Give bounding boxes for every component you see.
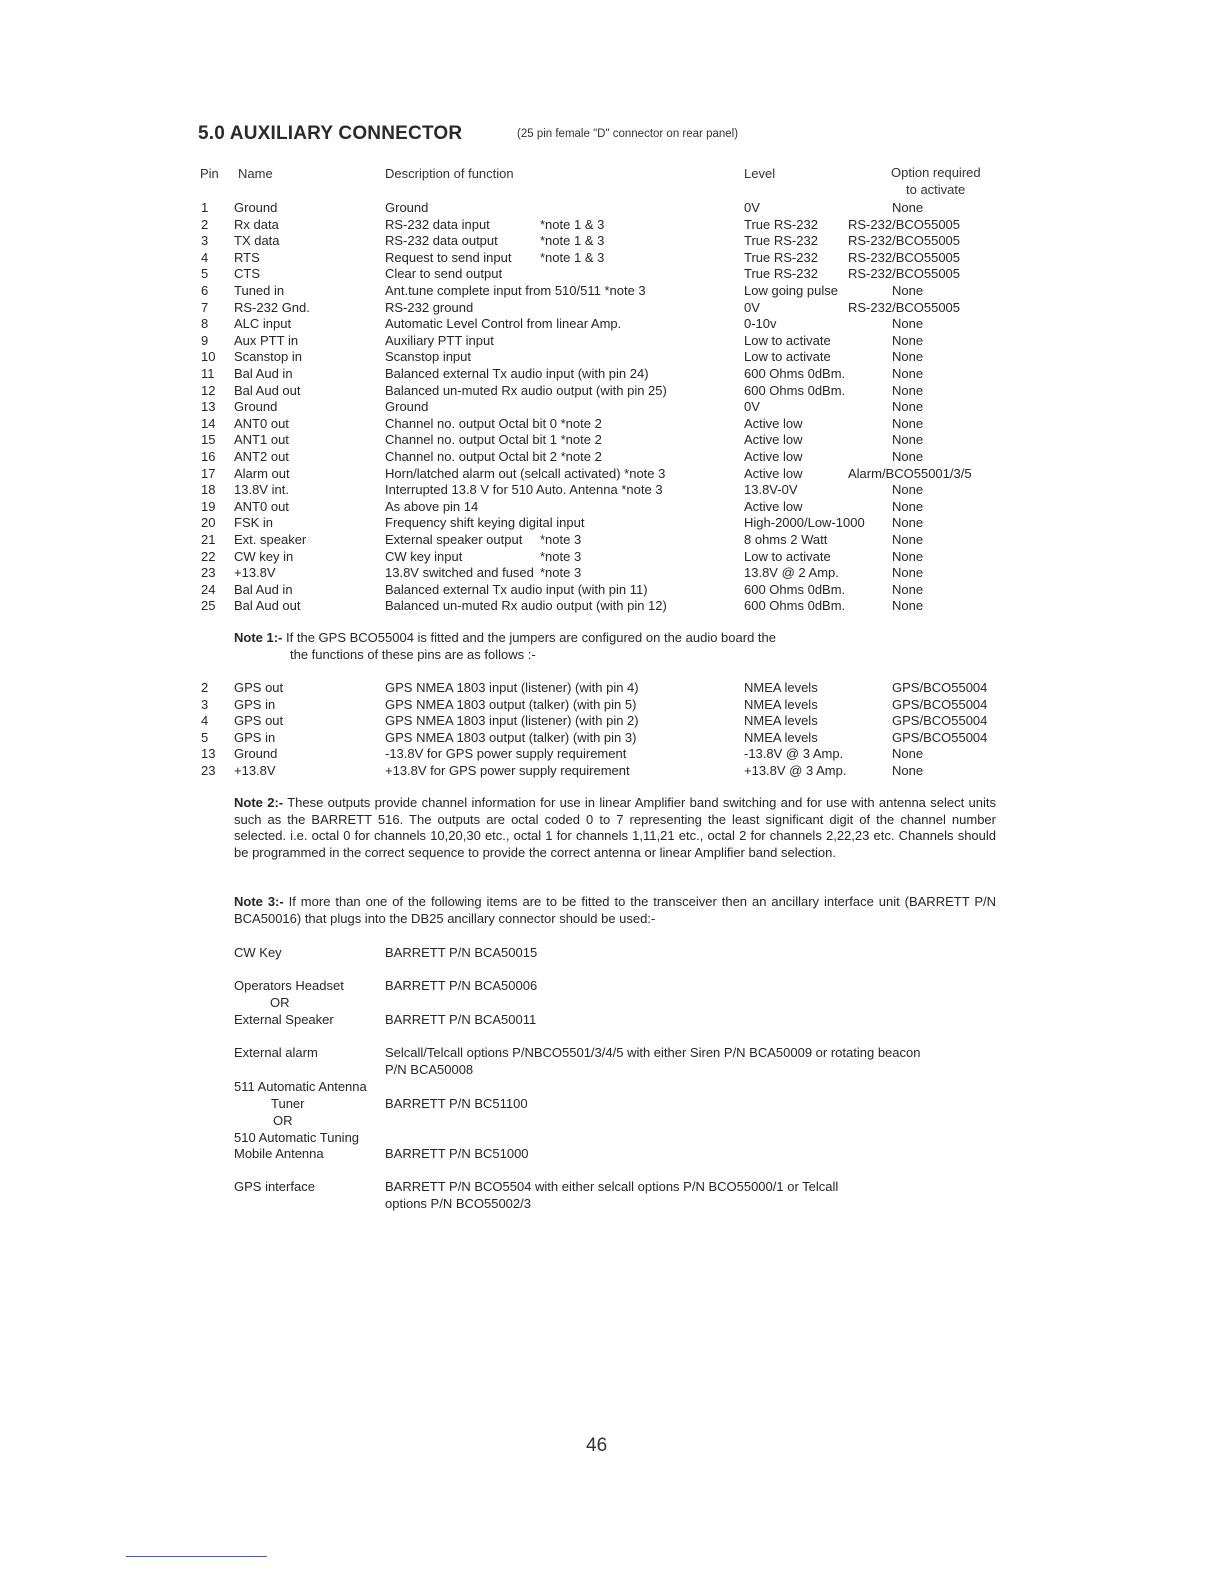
pin-number: 6 [201, 283, 209, 298]
pin-row [0, 549, 1224, 566]
pin-number: 18 [201, 482, 216, 498]
gps-pin-description: GPS NMEA 1803 input (listener) (with pin 4) [385, 680, 639, 695]
section-title: 5.0 AUXILIARY CONNECTOR [198, 123, 463, 144]
note-2-text: These outputs provide channel information for use in linear Amplifier band switching and for use with antenna select units such as the BARRETT 516. The outputs are octal coded 0 to 7 representing the least significant digit of the channel number selected. i.e. octal 0 for channels 10,20,30 etc., octal 1 for channels 1,11,21 etc., octal 2 for channels 2,22,23 etc. Channels should be programmed in the correct sequence to provide the correct antenna or linear Amplifier band selection. [234, 795, 996, 860]
pin-description: As above pin 14 [385, 498, 479, 514]
pin-option: None [892, 399, 924, 415]
pin-number: 12 [201, 382, 216, 398]
pin-name: 13.8V int. [234, 482, 289, 498]
pin-number: 25 [201, 598, 216, 614]
pin-option: None [892, 581, 924, 597]
pin-number: 19 [201, 498, 216, 514]
gps-pin-description: GPS NMEA 1803 output (talker) (with pin 5) [385, 696, 637, 712]
pin-row [0, 349, 1224, 366]
pin-description: Channel no. output Octal bit 0 *note 2 [385, 415, 602, 431]
pin-row [0, 598, 1224, 615]
gps-pin-row [0, 697, 1224, 714]
pin-note: *note 1 & 3 [540, 216, 605, 232]
note-3 [234, 894, 996, 927]
pin-description: Balanced external Tx audio input (with pin 11) [385, 581, 648, 597]
pin-level: 600 Ohms 0dBm. [744, 366, 846, 381]
pin-note: *note 3 [540, 565, 582, 581]
gps-pin-level: NMEA levels [744, 713, 818, 729]
pin-level: 600 Ohms 0dBm. [744, 382, 846, 398]
note-1 [234, 630, 934, 647]
gps-pin-row [0, 730, 1224, 747]
pin-name: Bal Aud out [234, 598, 301, 614]
pin-description: Horn/latched alarm out (selcall activated) *note 3 [385, 465, 666, 481]
pin-option: RS-232/BCO55005 [848, 249, 961, 265]
pin-option: RS-232/BCO55005 [848, 266, 961, 282]
pin-number: 4 [201, 249, 209, 265]
pin-level: High-2000/Low-1000 [744, 515, 865, 531]
gps-pin-name: GPS in [234, 696, 276, 712]
pin-level: True RS-232 [744, 249, 818, 265]
pin-row [0, 233, 1224, 250]
pin-option: None [892, 316, 924, 332]
pin-note: *note 3 [540, 532, 582, 547]
pin-description: Channel no. output Octal bit 2 *note 2 [385, 449, 602, 464]
pin-row [0, 250, 1224, 267]
pin-name: Bal Aud out [234, 382, 301, 398]
pin-number: 7 [201, 299, 209, 315]
pin-row [0, 333, 1224, 350]
pin-number: 1 [201, 200, 209, 215]
pin-description: External speaker output [385, 532, 523, 547]
pin-row [0, 582, 1224, 599]
pin-note: *note 1 & 3 [540, 249, 605, 265]
pin-option: None [892, 498, 924, 514]
gps-pin-number: 4 [201, 713, 209, 729]
pin-description: Balanced external Tx audio input (with pin 24) [385, 366, 649, 381]
pin-level: 13.8V-0V [744, 482, 798, 498]
pin-level: 0-10v [744, 316, 777, 332]
gps-pin-description: -13.8V for GPS power supply requirement [385, 746, 627, 762]
accessory-speaker-pn: BARRETT P/N BCA50011 [385, 1012, 537, 1027]
gps-pin-number: 5 [201, 729, 209, 745]
pin-option: None [892, 366, 924, 381]
pin-option: RS-232/BCO55005 [848, 299, 961, 315]
gps-pin-description: GPS NMEA 1803 output (talker) (with pin 3) [385, 729, 637, 745]
pin-level: Low going pulse [744, 283, 838, 298]
pin-level: Low to activate [744, 332, 831, 348]
gps-pin-name: GPS out [234, 680, 284, 695]
pin-row [0, 300, 1224, 317]
pin-name: Ext. speaker [234, 532, 307, 547]
note-2-label: Note 2:- [234, 795, 284, 810]
header-option-line1: Option required [891, 165, 981, 180]
pin-number: 3 [201, 233, 209, 249]
accessory-speaker: External Speaker [234, 1012, 334, 1027]
pin-row [0, 366, 1224, 383]
pin-level: 0V [744, 299, 760, 315]
pin-level: Active low [744, 415, 803, 431]
pin-name: ANT0 out [234, 415, 289, 431]
pin-description: Channel no. output Octal bit 1 *note 2 [385, 432, 602, 448]
gps-pin-row [0, 680, 1224, 697]
pin-name: CW key in [234, 548, 294, 564]
gps-pin-option: GPS/BCO55004 [892, 680, 988, 695]
note-1-label: Note 1:- [234, 630, 283, 645]
gps-pin-row [0, 713, 1224, 730]
pin-description: Ground [385, 200, 429, 215]
pin-number: 15 [201, 432, 216, 448]
pin-number: 10 [201, 349, 216, 365]
pin-number: 17 [201, 465, 216, 481]
pin-name: FSK in [234, 515, 274, 531]
gps-pin-number: 13 [201, 746, 216, 762]
accessory-headset-pn: BARRETT P/N BCA50006 [385, 978, 538, 993]
page-number: 46 [586, 1435, 608, 1456]
pin-name: Ground [234, 399, 278, 415]
gps-pin-row [0, 763, 1224, 780]
header-level: Level [744, 166, 776, 181]
accessory-alarm: External alarm [234, 1045, 318, 1060]
pin-number: 8 [201, 316, 209, 332]
pin-row [0, 466, 1224, 483]
pin-description: 13.8V switched and fused [385, 565, 534, 581]
pin-option: None [892, 515, 924, 531]
pin-description: Request to send input [385, 249, 512, 265]
accessory-cw-key: CW Key [234, 945, 282, 960]
pin-option: None [892, 382, 924, 398]
pin-number: 24 [201, 581, 216, 597]
gps-pin-option: None [892, 763, 924, 778]
accessory-tuner-pn: BARRETT P/N BC51100 [385, 1096, 528, 1111]
accessory-gps: GPS interface [234, 1179, 315, 1194]
pin-row [0, 416, 1224, 433]
pin-number: 9 [201, 332, 209, 348]
gps-pin-number: 3 [201, 696, 209, 712]
pin-level: 8 ohms 2 Watt [744, 532, 828, 547]
accessory-mobile-line2: Mobile Antenna [234, 1146, 324, 1161]
pin-number: 13 [201, 399, 216, 415]
accessory-or-2: OR [273, 1113, 293, 1128]
pin-number: 11 [201, 366, 215, 381]
gps-pin-level: NMEA levels [744, 680, 818, 695]
pin-option: RS-232/BCO55005 [848, 233, 961, 249]
pin-level: 0V [744, 399, 760, 415]
gps-pin-name: Ground [234, 746, 278, 762]
pin-description: Interrupted 13.8 V for 510 Auto. Antenna *note 3 [385, 482, 663, 498]
pin-level: 0V [744, 200, 760, 215]
pin-option: None [892, 415, 924, 431]
pin-row [0, 499, 1224, 516]
pin-option: None [892, 332, 924, 348]
pin-option: None [892, 449, 924, 464]
pin-description: Ant.tune complete input from 510/511 *note 3 [385, 283, 646, 298]
pin-name: ANT2 out [234, 449, 289, 464]
gps-pin-name: GPS in [234, 729, 276, 745]
pin-name: Rx data [234, 216, 279, 232]
pin-level: Active low [744, 432, 803, 448]
pin-option: None [892, 482, 924, 498]
note-2 [234, 795, 996, 861]
gps-pin-number: 2 [201, 680, 209, 695]
pin-description: RS-232 ground [385, 299, 474, 315]
pin-description: Auxiliary PTT input [385, 332, 494, 348]
pin-level: Low to activate [744, 548, 831, 564]
pin-row [0, 316, 1224, 333]
pin-name: Bal Aud in [234, 581, 293, 597]
gps-pin-name: +13.8V [234, 763, 276, 778]
pin-description: Frequency shift keying digital input [385, 515, 585, 531]
accessory-gps-pn-line1: BARRETT P/N BCO5504 with either selcall options P/N BCO55000/1 or Telcall [385, 1179, 839, 1194]
gps-pin-option: GPS/BCO55004 [892, 713, 988, 729]
gps-pin-number: 23 [201, 763, 216, 778]
pin-row [0, 515, 1224, 532]
pin-note: *note 3 [540, 548, 582, 564]
pin-option: Alarm/BCO55001/3/5 [848, 465, 972, 481]
pin-description: Ground [385, 399, 429, 415]
pin-name: ANT0 out [234, 498, 289, 514]
accessory-mobile-line1: 510 Automatic Tuning [234, 1130, 360, 1145]
note-1-line2: the functions of these pins are as follows :- [290, 647, 536, 662]
gps-pin-level: -13.8V @ 3 Amp. [744, 746, 844, 762]
pin-row [0, 532, 1224, 549]
gps-pin-name: GPS out [234, 713, 284, 729]
accessory-cw-key-pn: BARRETT P/N BCA50015 [385, 945, 538, 960]
pin-name: Alarm out [234, 465, 290, 481]
gps-pin-option: None [892, 746, 924, 762]
pin-option: None [892, 349, 924, 365]
header-description: Description of function [385, 166, 514, 181]
pin-level: True RS-232 [744, 266, 818, 282]
pin-name: RS-232 Gnd. [234, 299, 310, 315]
pin-name: TX data [234, 233, 280, 249]
pin-name: Bal Aud in [234, 366, 293, 381]
pin-number: 5 [201, 266, 209, 282]
pin-description: Balanced un-muted Rx audio output (with pin 25) [385, 382, 667, 398]
gps-pin-row [0, 746, 1224, 763]
accessory-tuner-line1: 511 Automatic Antenna [234, 1079, 367, 1094]
accessory-mobile-pn: BARRETT P/N BC51000 [385, 1146, 529, 1161]
pin-name: ANT1 out [234, 432, 289, 448]
pin-level: Active low [744, 498, 803, 514]
pin-description: RS-232 data output [385, 233, 498, 249]
pin-option: None [892, 283, 924, 298]
note-3-text: If more than one of the following items are to be fitted to the transceiver then an ancillary interface unit (BARRETT P/N BCA50016) that plugs into the DB25 ancillary connector should be used:- [234, 894, 996, 926]
pin-name: Ground [234, 200, 278, 215]
pin-row [0, 399, 1224, 416]
pin-number: 14 [201, 415, 216, 431]
pin-level: 600 Ohms 0dBm. [744, 598, 846, 614]
pin-name: CTS [234, 266, 260, 282]
gps-pin-level: NMEA levels [744, 729, 818, 745]
section-subtitle: (25 pin female "D" connector on rear panel) [517, 128, 739, 140]
pin-option: None [892, 200, 924, 215]
accessory-gps-pn-line2: options P/N BCO55002/3 [385, 1196, 531, 1211]
gps-pin-option: GPS/BCO55004 [892, 696, 988, 712]
header-name: Name [238, 166, 273, 181]
pin-level: Active low [744, 465, 803, 481]
note-1-line1: If the GPS BCO55004 is fitted and the jumpers are configured on the audio board the [286, 630, 776, 645]
note-3-label: Note 3:- [234, 894, 284, 909]
pin-row [0, 217, 1224, 234]
pin-description: Balanced un-muted Rx audio output (with pin 12) [385, 598, 667, 614]
pin-option: RS-232/BCO55005 [848, 216, 961, 232]
pin-option: None [892, 565, 924, 581]
pin-option: None [892, 432, 924, 448]
pin-number: 22 [201, 548, 216, 564]
gps-pin-level: +13.8V @ 3 Amp. [744, 763, 847, 778]
gps-pin-description: +13.8V for GPS power supply requirement [385, 763, 630, 778]
pin-number: 23 [201, 565, 216, 581]
pin-name: RTS [234, 249, 260, 265]
pin-name: Aux PTT in [234, 332, 299, 348]
pin-row [0, 383, 1224, 400]
pin-description: Automatic Level Control from linear Amp. [385, 316, 622, 332]
pin-name: Tuned in [234, 283, 285, 298]
pin-level: True RS-232 [744, 216, 818, 232]
pin-number: 20 [201, 515, 216, 531]
pin-row [0, 432, 1224, 449]
accessory-or-1: OR [270, 995, 290, 1010]
pin-level: Low to activate [744, 349, 831, 365]
pin-option: None [892, 532, 924, 547]
pin-row [0, 449, 1224, 466]
accessory-headset: Operators Headset [234, 978, 344, 993]
pin-description: CW key input [385, 548, 463, 564]
accessory-alarm-pn-line1: Selcall/Telcall options P/NBCO5501/3/4/5 with either Siren P/N BCA50009 or rotating beacon [385, 1045, 921, 1060]
pin-level: Active low [744, 449, 803, 464]
pin-description: RS-232 data input [385, 216, 490, 232]
pin-option: None [892, 548, 924, 564]
pin-level: 600 Ohms 0dBm. [744, 581, 846, 597]
pin-number: 16 [201, 449, 216, 464]
header-pin: Pin [200, 166, 219, 181]
footnote-rule [126, 1556, 267, 1557]
gps-pin-option: GPS/BCO55004 [892, 729, 988, 745]
pin-row [0, 565, 1224, 582]
pin-description: Clear to send output [385, 266, 503, 282]
pin-row [0, 266, 1224, 283]
gps-pin-description: GPS NMEA 1803 input (listener) (with pin 2) [385, 713, 639, 729]
pin-level: 13.8V @ 2 Amp. [744, 565, 839, 581]
pin-note: *note 1 & 3 [540, 233, 605, 249]
header-option-line2: to activate [906, 182, 966, 197]
accessory-tuner-line2: Tuner [271, 1096, 305, 1111]
pin-option: None [892, 598, 924, 614]
pin-number: 2 [201, 216, 209, 232]
pin-name: +13.8V [234, 565, 276, 581]
pin-name: ALC input [234, 316, 292, 332]
gps-pin-level: NMEA levels [744, 696, 818, 712]
pin-row [0, 200, 1224, 217]
accessory-alarm-pn-line2: P/N BCA50008 [385, 1062, 474, 1077]
pin-description: Scanstop input [385, 349, 472, 365]
pin-row [0, 283, 1224, 300]
pin-number: 21 [201, 532, 216, 547]
pin-name: Scanstop in [234, 349, 302, 365]
pin-level: True RS-232 [744, 233, 818, 249]
pin-row [0, 482, 1224, 499]
